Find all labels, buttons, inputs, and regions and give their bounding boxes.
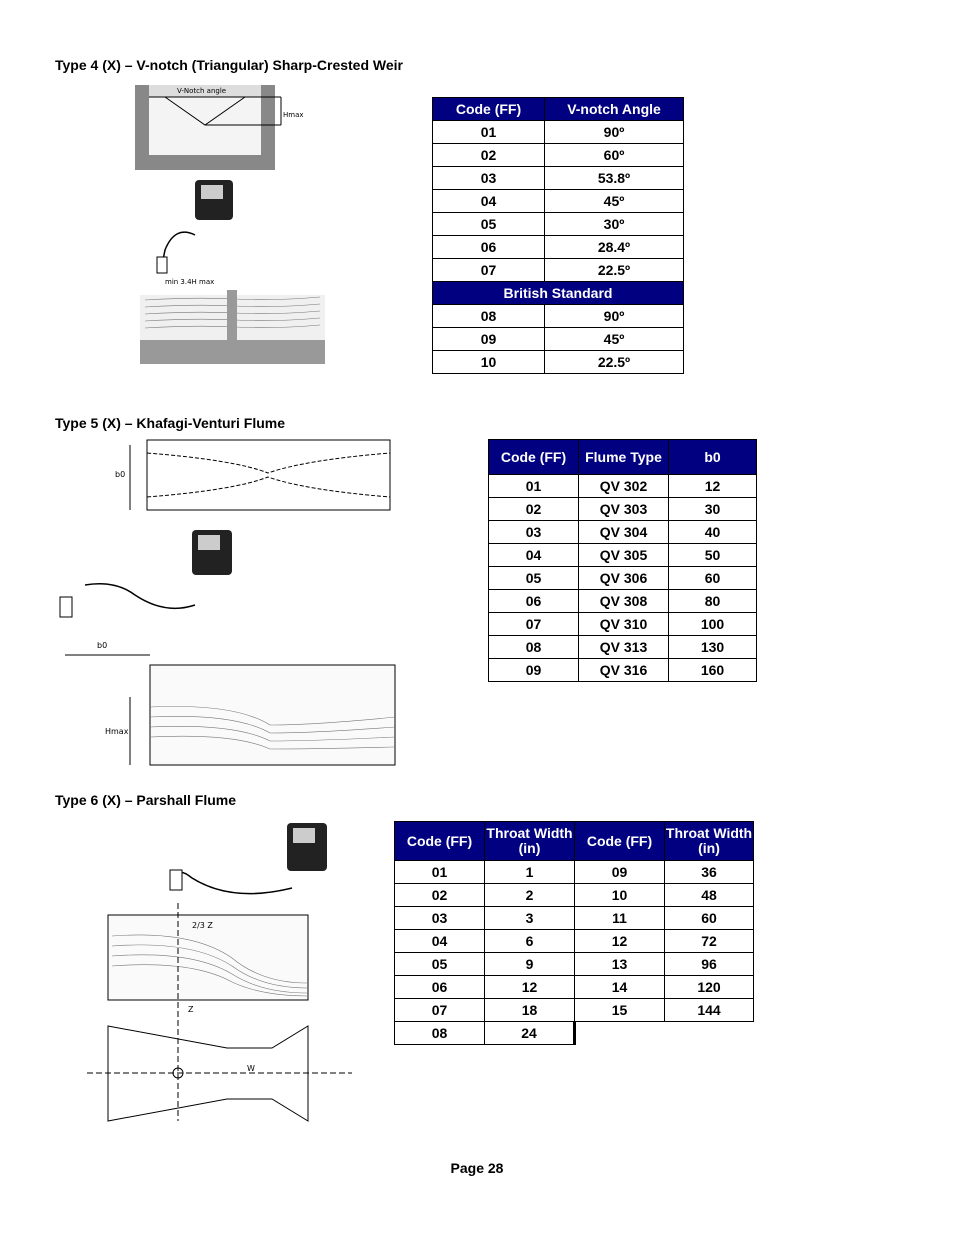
table-row <box>433 167 684 190</box>
cell: 45º <box>545 328 684 351</box>
vnotch-min-label: min 3.4H max <box>165 278 215 286</box>
cell: 09 <box>433 328 545 351</box>
table-row <box>395 930 754 953</box>
table-row <box>395 976 754 999</box>
cell: 2 <box>485 884 575 907</box>
cell: 05 <box>489 567 579 590</box>
parshall-z-label: Z <box>188 1005 194 1014</box>
table-row <box>489 521 757 544</box>
cell: QV 305 <box>579 544 669 567</box>
table-row <box>395 861 754 884</box>
table-row <box>433 121 684 144</box>
khafagi-b0-side-label: b0 <box>115 470 126 479</box>
cell: 07 <box>433 259 545 282</box>
cell: 50 <box>669 544 757 567</box>
table-row <box>433 328 684 351</box>
cell: 01 <box>489 475 579 498</box>
cell: 08 <box>489 636 579 659</box>
khafagi-flume-figure <box>55 435 400 770</box>
vnotch-hmax-label: Hmax <box>283 111 304 119</box>
cell: 30º <box>545 213 684 236</box>
cell: 02 <box>433 144 545 167</box>
vnotch-table <box>432 97 684 374</box>
cell: 9 <box>485 953 575 976</box>
vnotch-header-angle: V-notch Angle <box>545 98 684 121</box>
cell: 18 <box>485 999 575 1022</box>
vnotch-weir-figure <box>135 85 335 370</box>
cell: 72 <box>665 930 754 953</box>
cell: QV 303 <box>579 498 669 521</box>
cell: 80 <box>669 590 757 613</box>
parshall-title: Type 6 (X) – Parshall Flume <box>55 792 237 808</box>
khafagi-hmax-label: Hmax <box>105 727 129 736</box>
cell: 60º <box>545 144 684 167</box>
table-row <box>433 144 684 167</box>
cell: 36 <box>665 861 754 884</box>
khafagi-header-code: Code (FF) <box>489 440 579 475</box>
cell: 96 <box>665 953 754 976</box>
cell: QV 302 <box>579 475 669 498</box>
table-row <box>433 213 684 236</box>
cell: 10 <box>575 884 665 907</box>
parshall-header-width-2: Throat Width (in) <box>665 822 754 861</box>
cell: 100 <box>669 613 757 636</box>
cell: 09 <box>575 861 665 884</box>
vnotch-angle-label: V-Notch angle <box>177 87 227 95</box>
khafagi-table <box>488 439 757 682</box>
parshall-z23-label: 2/3 Z <box>192 921 213 930</box>
table-row <box>489 498 757 521</box>
cell: 06 <box>433 236 545 259</box>
cell: 05 <box>395 953 485 976</box>
cell: 08 <box>433 305 545 328</box>
cell: 15 <box>575 999 665 1022</box>
table-row <box>489 590 757 613</box>
khafagi-header-type: Flume Type <box>579 440 669 475</box>
cell: 60 <box>669 567 757 590</box>
cell: 05 <box>433 213 545 236</box>
cell: 90º <box>545 121 684 144</box>
table-row <box>395 999 754 1022</box>
cell: 12 <box>575 930 665 953</box>
khafagi-title: Type 5 (X) – Khafagi-Venturi Flume <box>55 415 286 431</box>
table-row <box>433 190 684 213</box>
cell: 40 <box>669 521 757 544</box>
cell: 144 <box>665 999 754 1022</box>
cell: 04 <box>395 930 485 953</box>
cell: 10 <box>433 351 545 374</box>
table-row <box>395 1022 754 1045</box>
khafagi-b0-top-label: b0 <box>97 641 108 650</box>
cell: 53.8º <box>545 167 684 190</box>
cell: 48 <box>665 884 754 907</box>
parshall-flume-figure <box>82 818 357 1126</box>
cell: 12 <box>485 976 575 999</box>
cell: 11 <box>575 907 665 930</box>
cell: 130 <box>669 636 757 659</box>
cell: 13 <box>575 953 665 976</box>
cell: 07 <box>489 613 579 636</box>
cell: 04 <box>433 190 545 213</box>
table-row <box>489 544 757 567</box>
cell: 03 <box>395 907 485 930</box>
cell: QV 308 <box>579 590 669 613</box>
table-row <box>489 567 757 590</box>
cell: QV 306 <box>579 567 669 590</box>
cell: 30 <box>669 498 757 521</box>
vnotch-header-code: Code (FF) <box>433 98 545 121</box>
cell: QV 313 <box>579 636 669 659</box>
vnotch-title: Type 4 (X) – V-notch (Triangular) Sharp-Crested Weir <box>55 57 403 73</box>
empty-cell <box>665 1022 754 1045</box>
cell: 22.5º <box>545 351 684 374</box>
level-sensor-icon <box>157 180 233 273</box>
british-standard-band: British Standard <box>433 282 684 305</box>
table-row <box>489 613 757 636</box>
table-row <box>433 305 684 328</box>
cell: 07 <box>395 999 485 1022</box>
cell: QV 316 <box>579 659 669 682</box>
table-row <box>489 659 757 682</box>
cell: 1 <box>485 861 575 884</box>
table-row <box>395 953 754 976</box>
page-number: Page 28 <box>450 1160 504 1176</box>
parshall-table <box>394 821 754 1045</box>
cell: 06 <box>489 590 579 613</box>
cell: 14 <box>575 976 665 999</box>
parshall-header-code-2: Code (FF) <box>575 822 665 861</box>
table-row <box>489 636 757 659</box>
cell: 03 <box>489 521 579 544</box>
cell: QV 310 <box>579 613 669 636</box>
khafagi-header-b0: b0 <box>669 440 757 475</box>
cell: 02 <box>395 884 485 907</box>
cell: QV 304 <box>579 521 669 544</box>
table-row <box>433 236 684 259</box>
parshall-header-width-1: Throat Width (in) <box>485 822 575 861</box>
table-row <box>489 475 757 498</box>
cell: 06 <box>395 976 485 999</box>
cell: 03 <box>433 167 545 190</box>
level-sensor-icon <box>60 530 232 617</box>
cell: 6 <box>485 930 575 953</box>
cell: 24 <box>485 1022 575 1045</box>
cell: 01 <box>395 861 485 884</box>
table-row <box>433 351 684 374</box>
empty-cell <box>575 1022 665 1045</box>
cell: 120 <box>665 976 754 999</box>
table-row <box>395 884 754 907</box>
parshall-header-code-1: Code (FF) <box>395 822 485 861</box>
table-row <box>395 907 754 930</box>
cell: 01 <box>433 121 545 144</box>
cell: 09 <box>489 659 579 682</box>
cell: 22.5º <box>545 259 684 282</box>
parshall-w-label: W <box>247 1064 255 1073</box>
cell: 04 <box>489 544 579 567</box>
level-sensor-icon <box>170 823 327 894</box>
cell: 45º <box>545 190 684 213</box>
cell: 60 <box>665 907 754 930</box>
cell: 3 <box>485 907 575 930</box>
table-row <box>433 259 684 282</box>
cell: 160 <box>669 659 757 682</box>
cell: 90º <box>545 305 684 328</box>
cell: 08 <box>395 1022 485 1045</box>
cell: 28.4º <box>545 236 684 259</box>
cell: 02 <box>489 498 579 521</box>
cell: 12 <box>669 475 757 498</box>
